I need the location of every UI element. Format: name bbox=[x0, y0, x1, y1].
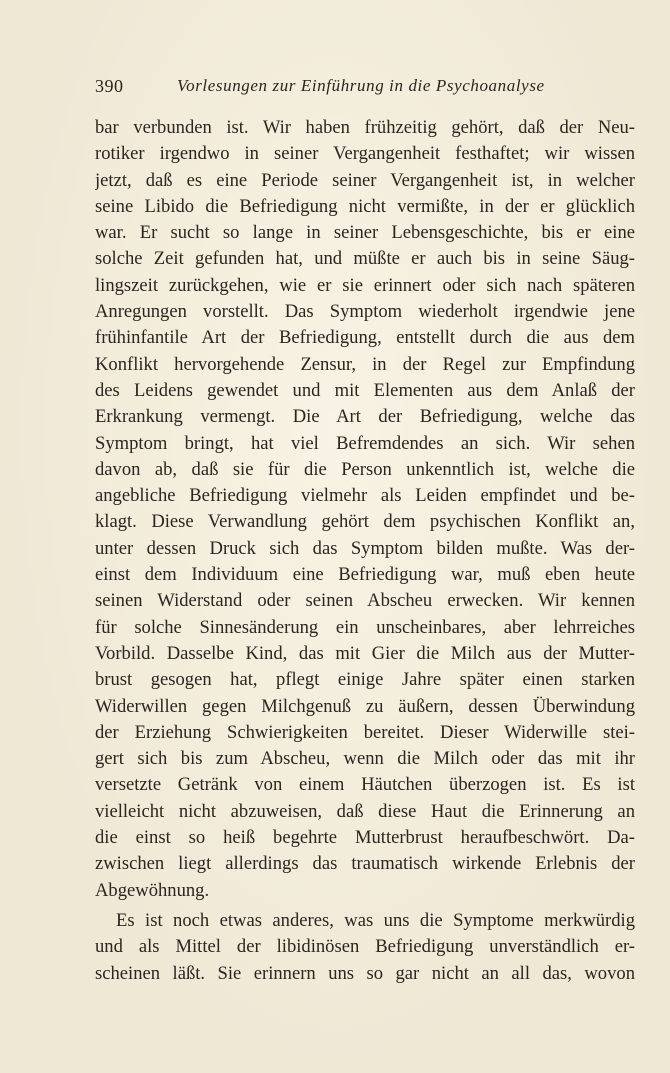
running-header bbox=[95, 72, 565, 102]
text-line: Erkrankung vermengt. Die Art der Befriedigung, welche das bbox=[95, 406, 635, 428]
text-line: Anregungen vorstellt. Das Symptom wiederholt irgendwie jene bbox=[95, 301, 635, 323]
text-line: rotiker irgendwo in seiner Vergangenheit festhaftet; wir wissen bbox=[95, 143, 635, 165]
text-line: seinen Widerstand oder seinen Abscheu erwecken. Wir kennen bbox=[95, 590, 635, 612]
text-line: Widerwillen gegen Milchgenuß zu äußern, dessen Überwindung bbox=[95, 695, 635, 717]
text-line: seine Libido die Befriedigung nicht vermißte, in der er glücklich bbox=[95, 195, 635, 217]
text-line: frühinfantile Art der Befriedigung, entstellt durch die aus dem bbox=[95, 327, 635, 349]
text-line: der Erziehung Schwierigkeiten bereitet. Dieser Widerwille stei- bbox=[95, 721, 635, 743]
text-line: lingszeit zurückgehen, wie er sie erinnert oder sich nach späteren bbox=[95, 274, 635, 296]
text-line: Abgewöhnung. bbox=[95, 879, 210, 901]
text-line: für solche Sinnesänderung ein unscheinbares, aber lehrreiches bbox=[95, 616, 635, 638]
text-line: jetzt, daß es eine Periode seiner Vergangenheit ist, in welcher bbox=[95, 169, 635, 191]
text-line: bar verbunden ist. Wir haben frühzeitig gehört, daß der Neu- bbox=[95, 117, 635, 138]
text-line: die einst so heiß begehrte Mutterbrust heraufbeschwört. Da- bbox=[95, 827, 635, 849]
text-line: war. Er sucht so lange in seiner Lebensgeschichte, bis er eine bbox=[95, 222, 635, 244]
text-line: und als Mittel der libidinösen Befriedigung unverständlich er- bbox=[95, 936, 635, 958]
page-number: 390 bbox=[95, 76, 124, 96]
text-line: gert sich bis zum Abscheu, wenn die Milch oder das mit ihr bbox=[95, 748, 635, 770]
text-line: solche Zeit gefunden hat, und müßte er auch bis in seine Säug- bbox=[95, 248, 635, 270]
text-line: des Leidens gewendet und mit Elementen aus dem Anlaß der bbox=[95, 379, 635, 401]
text-line: vielleicht nicht abzuweisen, daß diese Haut die Erinnerung an bbox=[95, 800, 635, 822]
text-line: versetzte Getränk von einem Häutchen überzogen ist. Es ist bbox=[95, 774, 635, 796]
text-line: einst dem Individuum eine Befriedigung war, muß eben heute bbox=[95, 564, 635, 586]
text-line: davon ab, daß sie für die Person unkenntlich ist, welche die bbox=[95, 458, 635, 480]
text-line: Vorbild. Dasselbe Kind, das mit Gier die Milch aus der Mutter- bbox=[95, 642, 635, 664]
text-line: scheinen läßt. Sie erinnern uns so gar nicht an all das, wovon bbox=[95, 962, 635, 984]
running-title: Vorlesungen zur Einführung in die Psychoanalyse bbox=[177, 76, 545, 95]
paragraph bbox=[95, 115, 635, 904]
text-line: unter dessen Druck sich das Symptom bilden mußte. Was der- bbox=[95, 537, 635, 559]
text-line: Konflikt hervorgehende Zensur, in der Regel zur Empfindung bbox=[95, 353, 635, 375]
text-line: angebliche Befriedigung vielmehr als Leiden empfindet und be- bbox=[95, 485, 635, 507]
paragraph bbox=[95, 908, 635, 987]
text-line: Es ist noch etwas anderes, was uns die Symptome merkwürdig bbox=[116, 909, 635, 931]
text-line: zwischen liegt allerdings das traumatisch wirkende Erlebnis der bbox=[95, 853, 635, 875]
text-line: Symptom bringt, hat viel Befremdendes an sich. Wir sehen bbox=[95, 432, 635, 454]
text-line: klagt. Diese Verwandlung gehört dem psychischen Konflikt an, bbox=[95, 511, 635, 533]
text-line: brust gesogen hat, pflegt einige Jahre später einen starken bbox=[95, 669, 635, 691]
body-text bbox=[95, 115, 635, 987]
